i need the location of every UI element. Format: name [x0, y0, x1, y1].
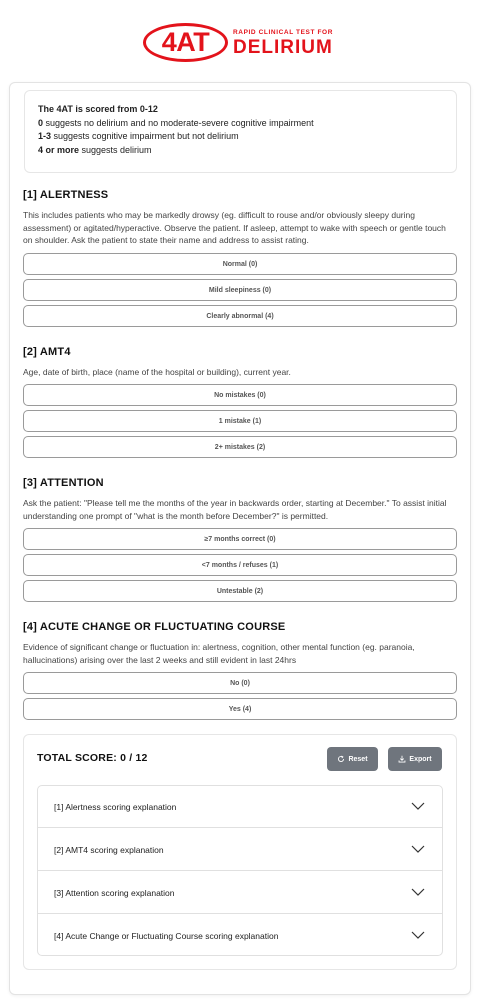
reset-icon	[337, 755, 345, 763]
option-alertness-mild-sleepiness[interactable]: Mild sleepiness (0)	[23, 279, 457, 301]
option-attention-untestable[interactable]: Untestable (2)	[23, 580, 457, 602]
accordion-item-label: [1] Alertness scoring explanation	[54, 801, 177, 812]
section-description: Ask the patient: "Please tell me the months of the year in backwards order, starting at December." To assist initial understanding one prompt of "what is the month before December?" is permitted.	[23, 498, 447, 521]
section-attention	[23, 477, 457, 522]
option-amt4-2-plus-mistakes[interactable]: 2+ mistakes (2)	[23, 436, 457, 458]
chevron-down-icon	[411, 801, 425, 811]
chevron-down-icon	[411, 930, 425, 940]
section-title: [2] AMT4	[23, 346, 71, 358]
scoring-info-line: 4 or more suggests delirium	[38, 144, 152, 155]
accordion-item-acute-change[interactable]	[37, 914, 443, 957]
scoring-info-line: 1-3 suggests cognitive impairment but not delirium	[38, 131, 239, 141]
option-alertness-normal[interactable]: Normal (0)	[23, 253, 457, 275]
accordion-item-alertness[interactable]	[37, 785, 443, 828]
download-icon	[398, 755, 406, 763]
chevron-down-icon	[411, 844, 425, 854]
scoring-info-title: The 4AT is scored from 0-12	[38, 104, 158, 114]
section-description: Evidence of significant change or fluctuation in: alertness, cognition, other mental function (eg. paranoia, hallucinations) arising over the last 2 weeks and still evident in last 24hrs	[23, 642, 415, 665]
option-acute-change-no[interactable]: No (0)	[23, 672, 457, 694]
reset-label: Reset	[348, 755, 368, 763]
section-amt4	[23, 346, 457, 379]
option-alertness-clearly-abnormal[interactable]: Clearly abnormal (4)	[23, 305, 457, 327]
option-attention-7-correct[interactable]: ≥7 months correct (0)	[23, 528, 457, 550]
section-acute-change	[23, 621, 457, 666]
accordion-item-label: [2] AMT4 scoring explanation	[54, 844, 164, 855]
total-score: TOTAL SCORE: 0 / 12	[37, 752, 148, 764]
option-attention-less-than-7[interactable]: <7 months / refuses (1)	[23, 554, 457, 576]
logo-tagline-big: DELIRIUM	[233, 37, 333, 58]
accordion-item-amt4[interactable]	[37, 828, 443, 871]
section-alertness	[23, 189, 457, 247]
option-amt4-1-mistake[interactable]: 1 mistake (1)	[23, 410, 457, 432]
section-title: [3] ATTENTION	[23, 477, 104, 489]
scoring-info-line: 0 suggests no delirium and no moderate-severe cognitive impairment	[38, 117, 314, 128]
scoring-info-box	[24, 90, 457, 173]
section-title: [1] ALERTNESS	[23, 189, 109, 201]
section-title: [4] ACUTE CHANGE OR FLUCTUATING COURSE	[23, 621, 286, 633]
reset-button[interactable]	[327, 747, 378, 771]
logo-tagline-small: RAPID CLINICAL TEST FOR	[233, 29, 333, 36]
export-button[interactable]	[388, 747, 442, 771]
header	[0, 0, 480, 80]
logo-mark: 4AT	[161, 27, 210, 57]
option-acute-change-yes[interactable]: Yes (4)	[23, 698, 457, 720]
chevron-down-icon	[411, 887, 425, 897]
accordion-item-label: [4] Acute Change or Fluctuating Course scoring explanation	[54, 930, 279, 941]
section-description: This includes patients who may be markedly drowsy (eg. difficult to rouse and/or obviously sleepy during assessment) or agitated/hyperactive. Observe the patient. If asleep, attempt to wake with speech or gentle touch on shoulder. Ask the patient to state their name and address to assist rating.	[23, 210, 446, 245]
option-amt4-no-mistakes[interactable]: No mistakes (0)	[23, 384, 457, 406]
section-description: Age, date of birth, place (name of the hospital or building), current year.	[23, 367, 291, 377]
export-label: Export	[409, 755, 432, 763]
accordion-item-label: [3] Attention scoring explanation	[54, 887, 175, 898]
accordion-item-attention[interactable]	[37, 871, 443, 914]
